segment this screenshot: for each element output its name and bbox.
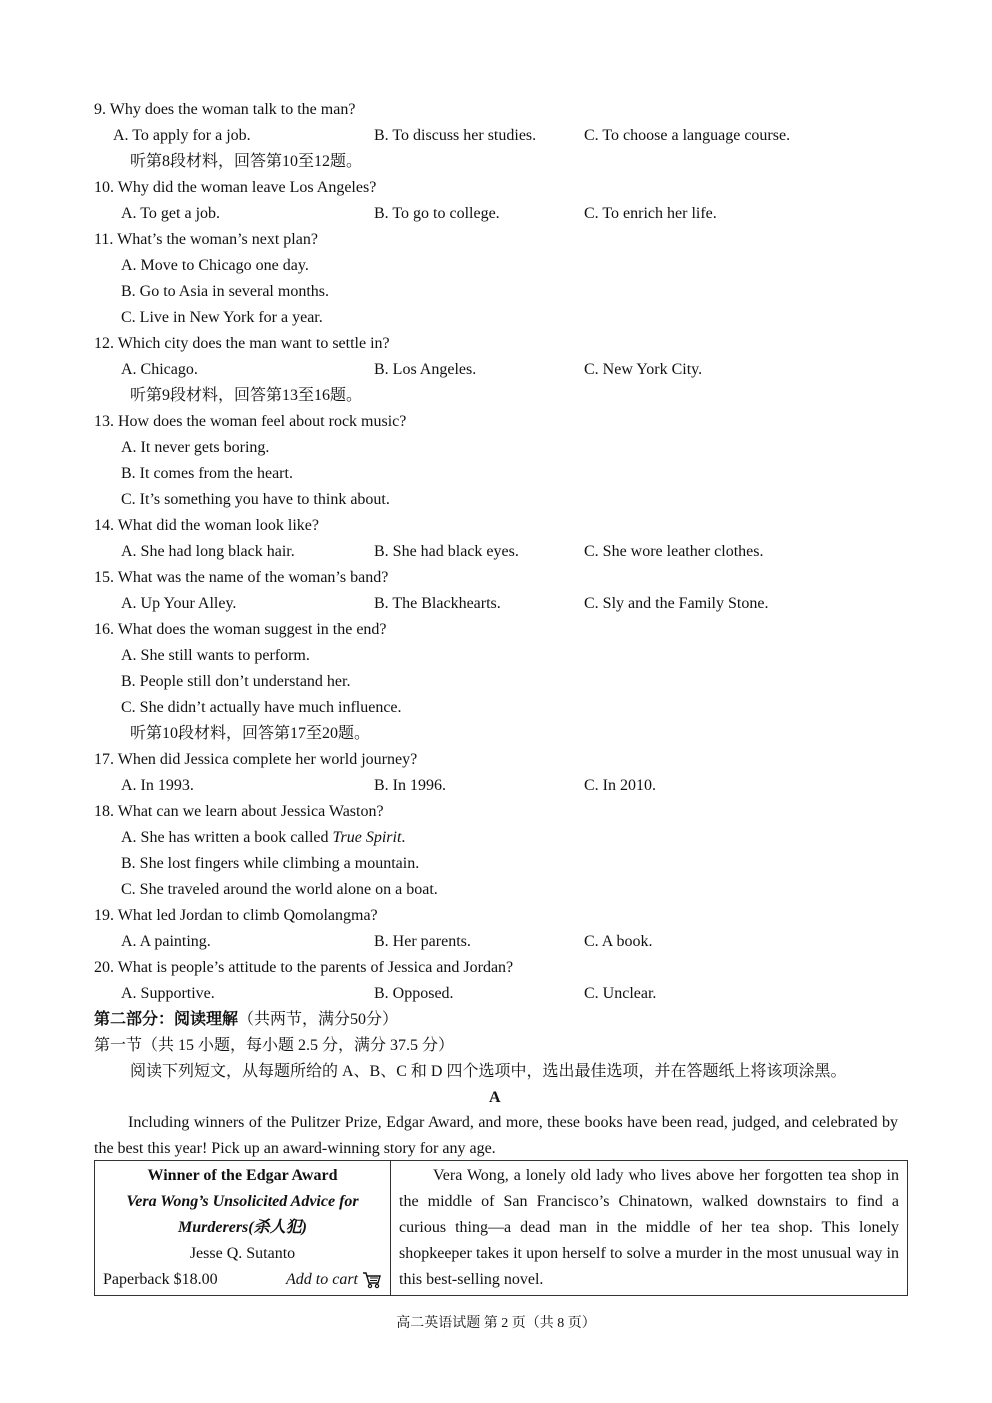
question-13: 13. How does the woman feel about rock music?: [94, 413, 407, 430]
book-title-true-spirit: True Spirit: [332, 829, 402, 846]
q13-option-a: A. It never gets boring.: [121, 439, 270, 456]
book-info-cell: [95, 1161, 391, 1296]
q13-option-b: B. It comes from the heart.: [121, 465, 293, 482]
q14-option-c: C. She wore leather clothes.: [584, 543, 764, 560]
question-19: 19. What led Jordan to climb Qomolangma?: [94, 907, 378, 924]
q15-option-c: C. Sly and the Family Stone.: [584, 595, 769, 612]
q10-option-a: A. To get a job.: [121, 205, 221, 222]
q15-option-b: B. The Blackhearts.: [374, 595, 501, 612]
q14-option-a: A. She had long black hair.: [121, 543, 295, 560]
q16-option-c: C. She didn’t actually have much influence.: [121, 699, 402, 716]
q13-option-c: C. It’s something you have to think about.: [121, 491, 390, 508]
q12-option-c: C. New York City.: [584, 361, 703, 378]
q20-option-b: B. Opposed.: [374, 985, 454, 1002]
question-20: 20. What is people’s attitude to the parents of Jessica and Jordan?: [94, 959, 514, 976]
q9-option-a: A. To apply for a job.: [113, 127, 251, 144]
q15-option-a: A. Up Your Alley.: [121, 595, 237, 612]
question-12: 12. Which city does the man want to settle in?: [94, 335, 390, 352]
book-description: Vera Wong, a lonely old lady who lives above her forgotten tea shop in the middle of San Francisco’s Chinatown, walked downstairs to find a curious thing—a dead man in the middle of her tea shop. This lonely shopkeeper takes it upon herself to solve a murder in the most unusual way in this best-selling novel.: [399, 1167, 899, 1288]
q20-option-c: C. Unclear.: [584, 985, 657, 1002]
segment-9-instruction: 听第9段材料，回答第13至16题。: [130, 387, 363, 404]
q16-option-a: A. She still wants to perform.: [121, 647, 310, 664]
q12-option-a: A. Chicago.: [121, 361, 198, 378]
question-18: 18. What can we learn about Jessica Waston?: [94, 803, 384, 820]
q17-option-c: C. In 2010.: [584, 777, 656, 794]
q9-option-b: B. To discuss her studies.: [374, 127, 537, 144]
segment-8-instruction: 听第8段材料，回答第10至12题。: [130, 153, 363, 170]
question-11: 11. What’s the woman’s next plan?: [94, 231, 318, 248]
q10-option-b: B. To go to college.: [374, 205, 500, 222]
add-to-cart-button[interactable]: [286, 1267, 382, 1293]
question-16: 16. What does the woman suggest in the end?: [94, 621, 387, 638]
q19-option-b: B. Her parents.: [374, 933, 471, 950]
book-description-cell: [391, 1161, 908, 1296]
part-2-heading: [94, 1010, 398, 1030]
passage-intro: [94, 1110, 898, 1162]
part-2-note: （共两节，满分50分）: [238, 1011, 399, 1028]
passage-label: A: [489, 1089, 501, 1106]
shopping-cart-icon: [362, 1271, 382, 1289]
q20-option-a: A. Supportive.: [121, 985, 215, 1002]
q14-option-b: B. She had black eyes.: [374, 543, 519, 560]
section-1-heading: 第一节（共 15 小题，每小题 2.5 分，满分 37.5 分）: [94, 1037, 455, 1054]
book-author: Jesse Q. Sutanto: [189, 1245, 296, 1262]
q17-option-a: A. In 1993.: [121, 777, 194, 794]
q11-option-c: C. Live in New York for a year.: [121, 309, 323, 326]
q12-option-b: B. Los Angeles.: [374, 361, 477, 378]
q19-option-c: C. A book.: [584, 933, 653, 950]
q11-option-a: A. Move to Chicago one day.: [121, 257, 309, 274]
page-footer: 高二英语试题 第 2 页（共 8 页）: [396, 1316, 596, 1331]
question-10: 10. Why did the woman leave Los Angeles?: [94, 179, 377, 196]
q10-option-c: C. To enrich her life.: [584, 205, 717, 222]
q18-option-a-end: .: [401, 829, 406, 846]
q18-option-b: B. She lost fingers while climbing a mountain.: [121, 855, 420, 872]
q18-option-a-text: A. She has written a book called: [121, 829, 333, 846]
segment-10-instruction: 听第10段材料，回答第17至20题。: [130, 725, 371, 742]
q18-option-a: [121, 828, 405, 848]
book-title: Vera Wong’s Unsolicited Advice for Murderers(杀人犯): [126, 1193, 359, 1236]
question-15: 15. What was the name of the woman’s band?: [94, 569, 389, 586]
q19-option-a: A. A painting.: [121, 933, 211, 950]
q18-option-c: C. She traveled around the world alone on a boat.: [121, 881, 438, 898]
part-2-title: 第二部分：阅读理解: [94, 1011, 239, 1028]
book-award: Winner of the Edgar Award: [147, 1167, 338, 1184]
q9-option-c: C. To choose a language course.: [584, 127, 791, 144]
price-row: [103, 1267, 382, 1293]
passage-intro-text: Including winners of the Pulitzer Prize, Edgar Award, and more, these books have been read, judged, and celebrated by the best this year! Pick up an award-winning story for any age.: [94, 1114, 898, 1157]
question-9: 9. Why does the woman talk to the man?: [94, 101, 356, 118]
book-price: Paperback $18.00: [103, 1271, 218, 1288]
q16-option-b: B. People still don’t understand her.: [121, 673, 351, 690]
add-to-cart-label: Add to cart: [286, 1271, 358, 1288]
question-17: 17. When did Jessica complete her world journey?: [94, 751, 418, 768]
q17-option-b: B. In 1996.: [374, 777, 446, 794]
q11-option-b: B. Go to Asia in several months.: [121, 283, 329, 300]
reading-instruction: 阅读下列短文，从每题所给的 A、B、C 和 D 四个选项中，选出最佳选项，并在答题纸上将该项涂黑。: [130, 1063, 847, 1080]
book-table: [94, 1160, 908, 1296]
question-14: 14. What did the woman look like?: [94, 517, 319, 534]
